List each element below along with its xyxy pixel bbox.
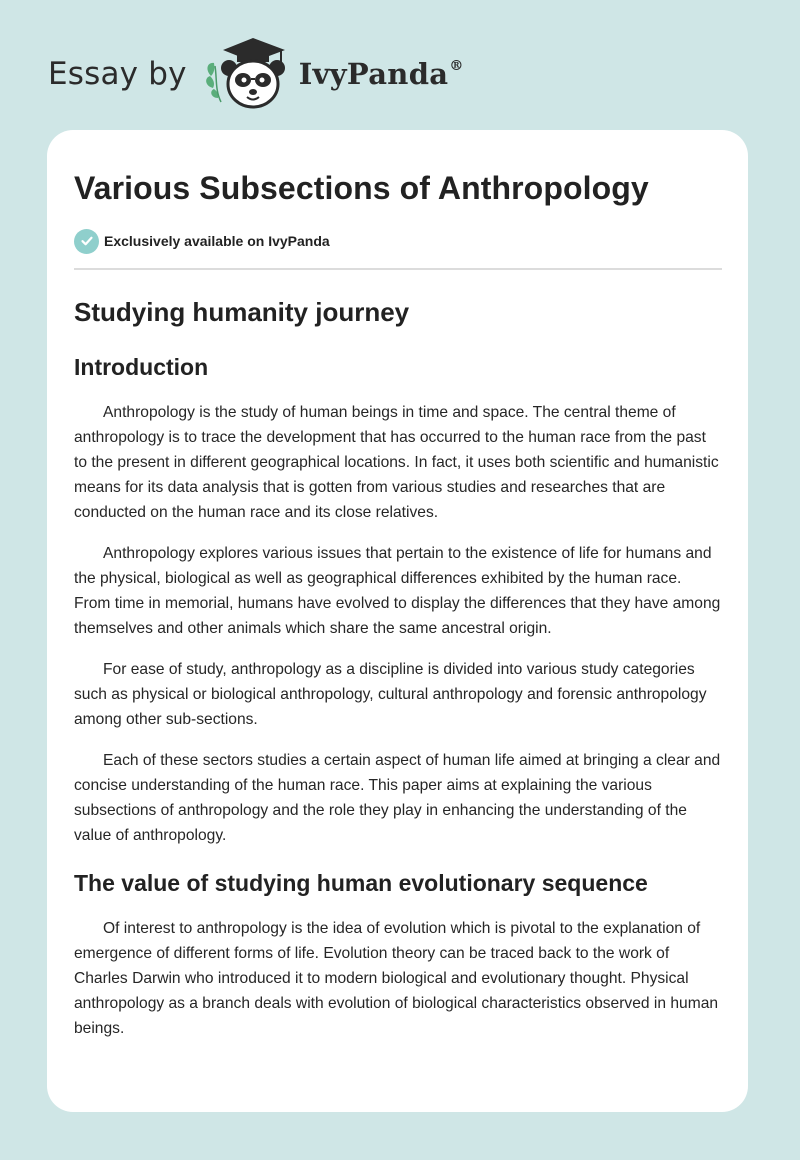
page-title: Various Subsections of Anthropology — [74, 170, 649, 206]
divider — [74, 268, 722, 270]
ivypanda-logo-icon — [201, 36, 293, 112]
essay-card — [47, 130, 748, 1112]
check-icon — [74, 229, 99, 254]
value-heading: The value of studying human evolutionary sequence — [74, 870, 648, 896]
brand-name: IvyPanda® — [298, 57, 464, 91]
section-title: Studying humanity journey — [74, 297, 410, 327]
paragraph: For ease of study, anthropology as a discipline is divided into various study categories such as physical or biological anthropology, cultural anthropology and forensic anthropology among other sub-sections. — [74, 661, 707, 728]
introduction-heading: Introduction — [74, 354, 209, 380]
paragraph: Each of these sectors studies a certain aspect of human life aimed at bringing a clear and concise understanding of the human race. This paper aims at explaining the various subsections of anthropology and the role they play in enhancing the understanding of the value of anthropology. — [74, 752, 721, 844]
paragraph: Of interest to anthropology is the idea of evolution which is pivotal to the explanation of emergence of different forms of life. Evolution theory can be traced back to the work of Charles Darwin who introduced it to modern biological and evolutionary thought. Physical anthropology as a branch deals with evolution of biological characteristics observed in human beings. — [74, 920, 719, 1037]
exclusive-badge — [74, 228, 722, 254]
site-header — [48, 34, 464, 114]
essay-by-label: Essay by — [48, 56, 187, 92]
exclusive-badge-label: Exclusively available on IvyPanda — [104, 233, 330, 249]
paragraph: Anthropology is the study of human beings in time and space. The central theme of anthropology is to trace the development that has occurred to the human race from the past to the present in different geographical locations. In fact, it uses both scientific and humanistic means for its data analysis that is gotten from various studies and researches that are conducted on the human race and its close relatives. — [74, 404, 719, 521]
paragraph: Anthropology explores various issues that pertain to the existence of life for humans and the physical, biological as well as geographical differences exhibited by the human race. From time in memorial, humans have evolved to display the differences that they have among themselves and other animals which share the same ancestral origin. — [74, 545, 721, 637]
